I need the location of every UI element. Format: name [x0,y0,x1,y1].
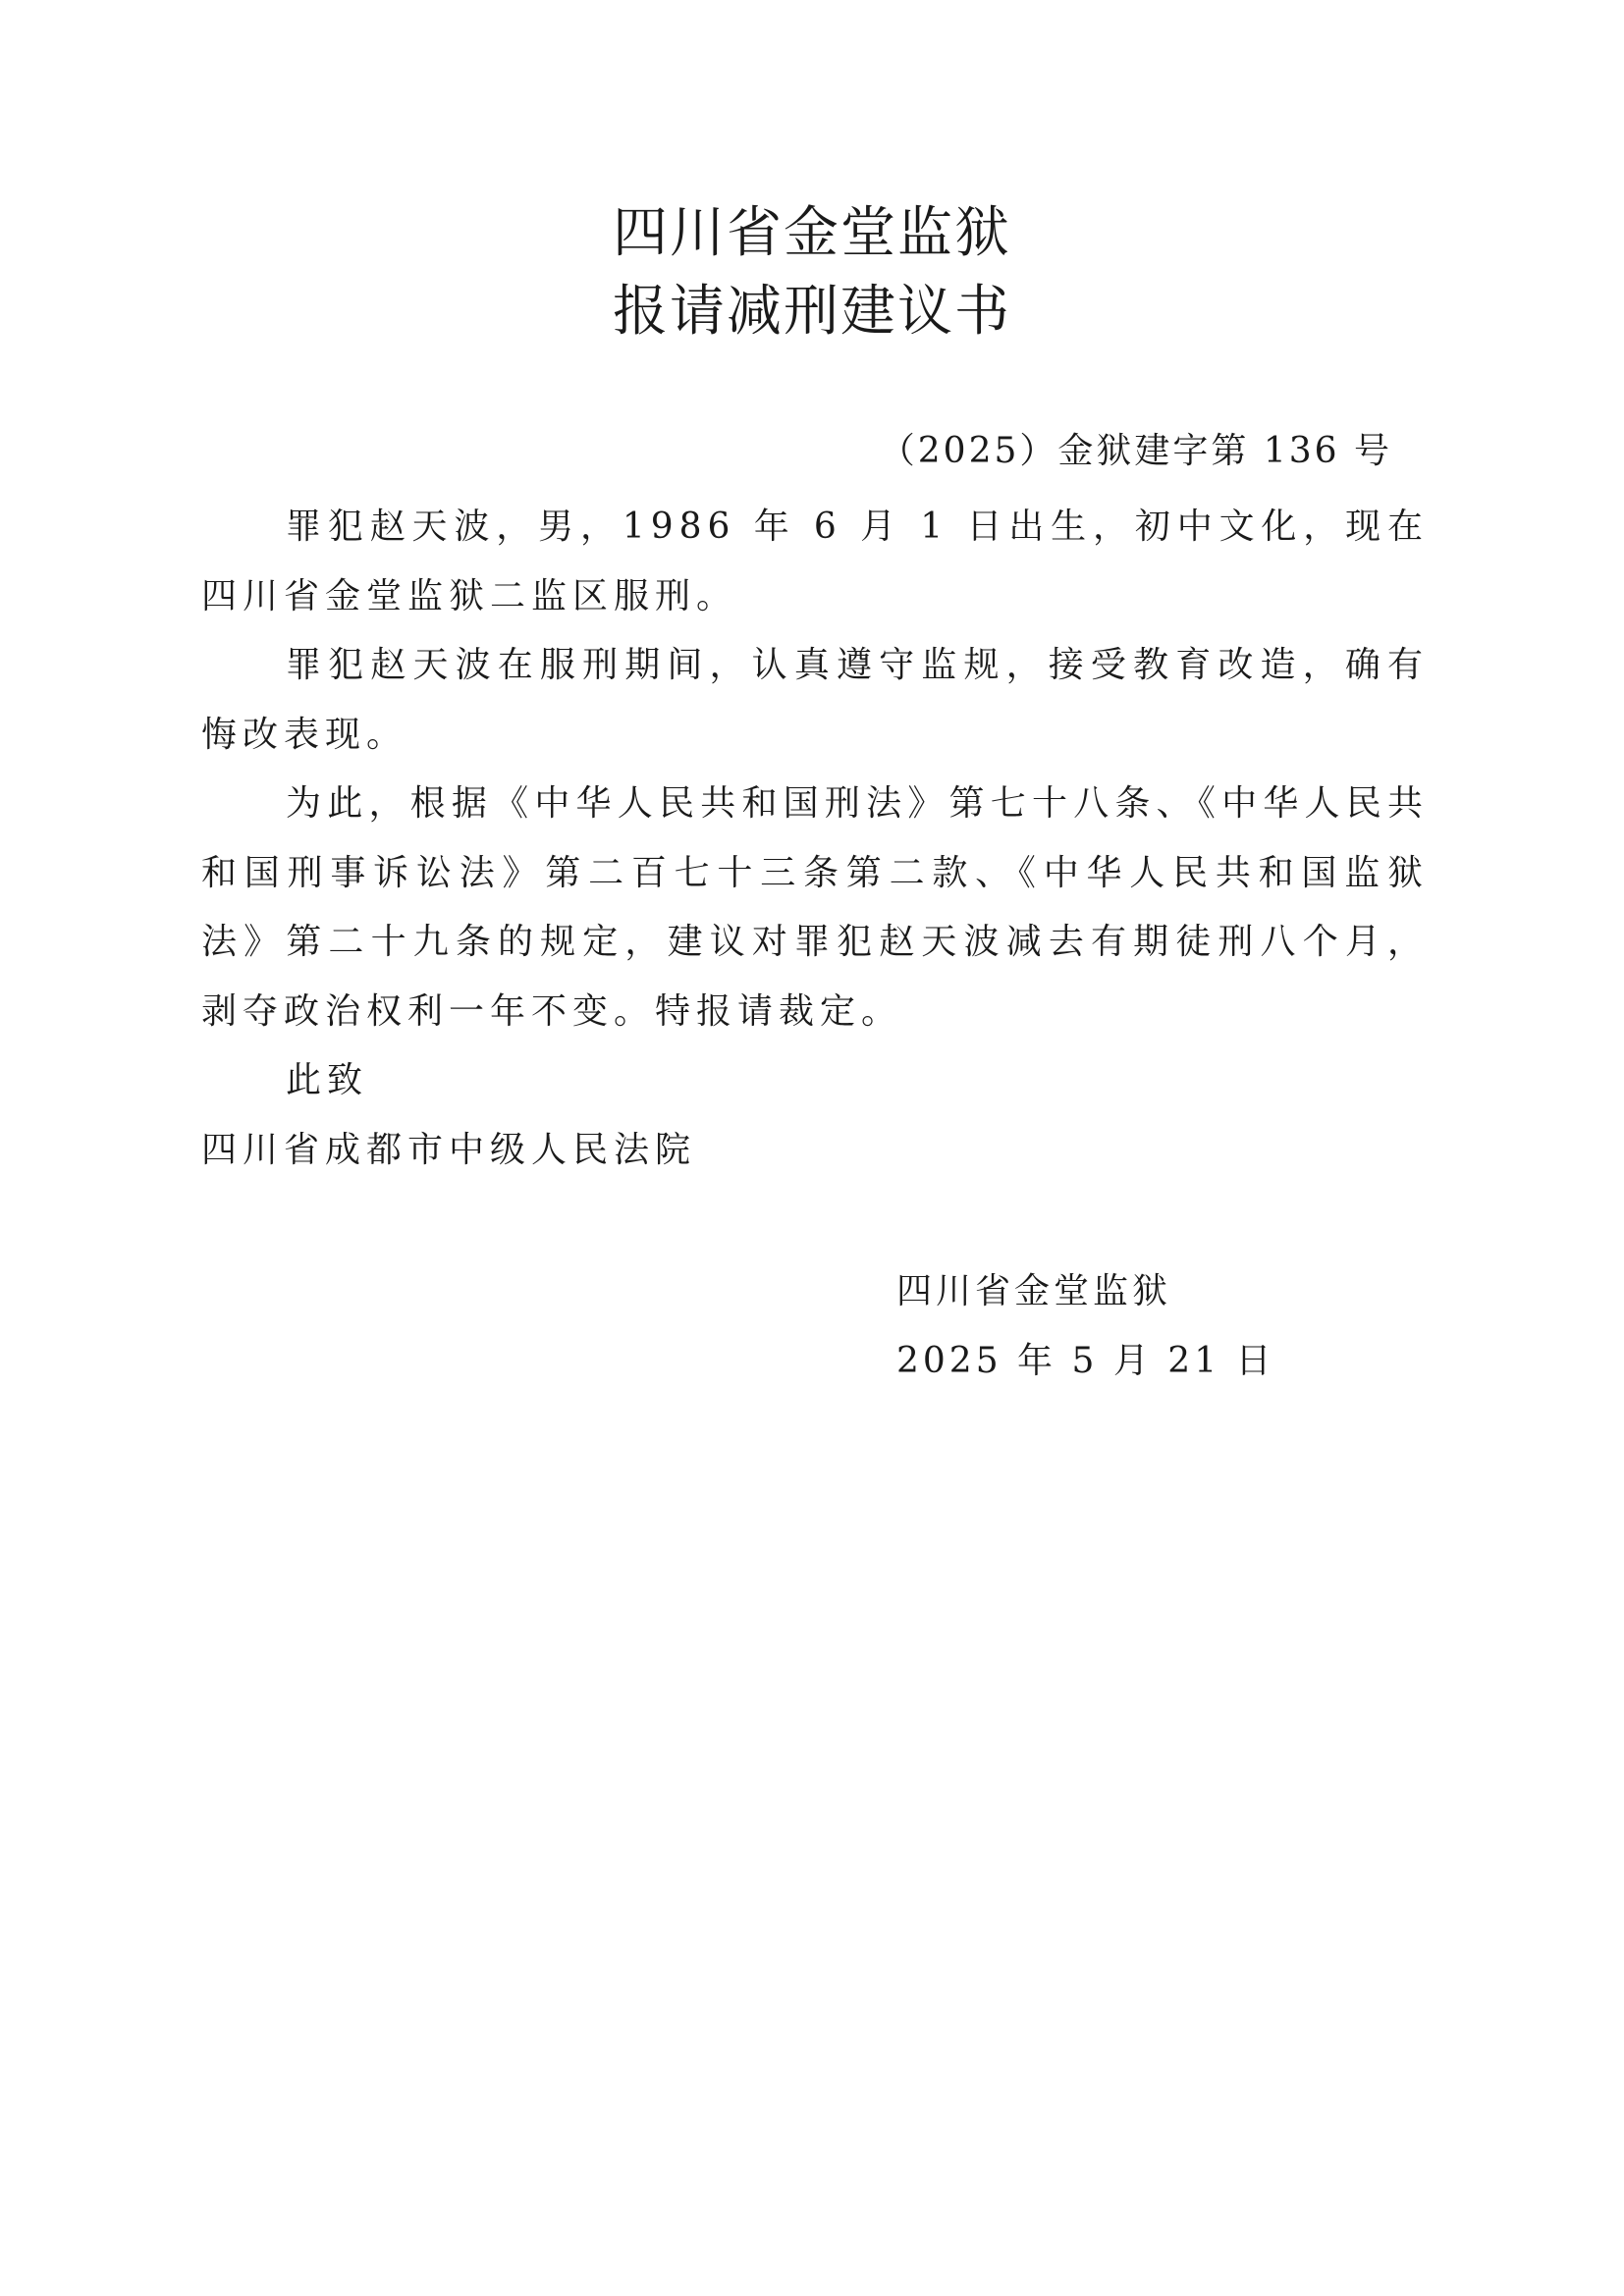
document-title [0,194,1624,351]
signature-organization: 四川省金堂监狱 [896,1271,1172,1311]
document-body [201,493,1429,1185]
salutation: 此致 [286,1060,369,1100]
signature-date: 2025 年 5 月 21 日 [896,1341,1275,1381]
title-line-organization: 四川省金堂监狱 [613,201,1011,265]
signature-block [896,1256,1275,1396]
document-number: （2025）金狱建字第 136 号 [879,431,1392,471]
paragraph-recommendation: 为此，根据《中华人民共和国刑法》第七十八条、《中华人民共和国刑事诉讼法》第二百七十三条第二款、《中华人民共和国监狱法》第二十九条的规定，建议对罪犯赵天波减去有期徒刑八个月，剥夺政治权利一年不变。特报请裁定。 [201,783,1429,1032]
paragraph-prisoner-info: 罪犯赵天波，男，1986 年 6 月 1 日出生，初中文化，现在四川省金堂监狱二监区服刑。 [201,507,1429,616]
paragraph-behavior: 罪犯赵天波在服刑期间，认真遵守监规，接受教育改造，确有悔改表现。 [201,645,1429,755]
recipient-court: 四川省成都市中级人民法院 [201,1129,697,1170]
title-line-document-type: 报请减刑建议书 [613,280,1011,344]
